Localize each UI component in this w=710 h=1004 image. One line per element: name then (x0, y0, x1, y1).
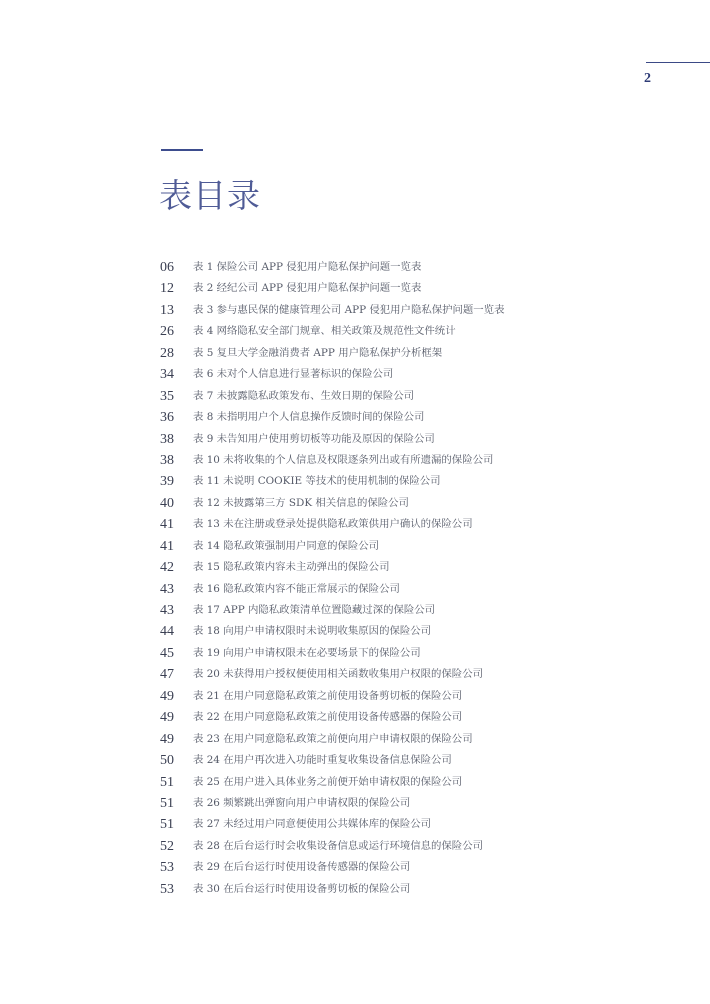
toc-item[interactable] (160, 707, 680, 728)
toc-label: 表 24 在用户再次进入功能时重复收集设备信息保险公司 (193, 754, 452, 767)
toc-label: 表 1 保险公司 APP 侵犯用户隐私保护问题一览表 (193, 261, 422, 273)
toc-page-number: 35 (160, 388, 174, 404)
toc-label: 表 8 未指明用户个人信息操作反馈时间的保险公司 (193, 411, 425, 424)
toc-page-number: 13 (160, 302, 174, 318)
toc-item[interactable] (160, 471, 680, 492)
toc-label: 表 29 在后台运行时使用设备传感器的保险公司 (193, 861, 411, 874)
toc-page-number: 50 (160, 753, 174, 769)
toc-item[interactable] (160, 386, 680, 407)
toc-label: 表 3 参与惠民保的健康管理公司 APP 侵犯用户隐私保护问题一览表 (193, 303, 505, 316)
toc-label: 表 22 在用户同意隐私政策之前使用设备传感器的保险公司 (193, 711, 463, 724)
toc-item[interactable] (160, 536, 680, 557)
toc-page-number: 49 (160, 688, 174, 704)
toc-item[interactable] (160, 300, 680, 321)
toc-page-number: 34 (160, 367, 174, 383)
toc-label: 表 9 未告知用户使用剪切板等功能及原因的保险公司 (193, 432, 435, 445)
toc-item[interactable] (160, 493, 680, 514)
toc-label: 表 11 未说明 COOKIE 等技术的使用机制的保险公司 (193, 475, 441, 488)
toc-label: 表 26 频繁跳出弹窗向用户申请权限的保险公司 (193, 796, 411, 809)
toc-page-number: 42 (160, 560, 174, 576)
toc-page-number: 39 (160, 474, 174, 490)
toc-item[interactable] (160, 750, 680, 771)
toc-page-number: 40 (160, 495, 174, 511)
toc-label: 表 14 隐私政策强制用户同意的保险公司 (193, 539, 380, 552)
toc-label: 表 5 复旦大学金融消费者 APP 用户隐私保护分析框架 (193, 346, 443, 359)
toc-page-number: 41 (160, 517, 174, 533)
toc-item[interactable] (160, 557, 680, 578)
toc-label: 表 27 未经过用户同意便使用公共媒体库的保险公司 (193, 818, 432, 831)
header-rule (646, 62, 710, 63)
toc-item[interactable] (160, 407, 680, 428)
toc-page-number: 38 (160, 431, 174, 447)
toc-item[interactable] (160, 343, 680, 364)
toc-label: 表 25 在用户进入具体业务之前便开始申请权限的保险公司 (193, 775, 463, 788)
toc-page-number: 38 (160, 452, 174, 468)
toc-page-number: 51 (160, 774, 174, 790)
toc-label: 表 16 隐私政策内容不能正常展示的保险公司 (193, 582, 400, 595)
toc-label: 表 30 在后台运行时使用设备剪切板的保险公司 (193, 882, 411, 895)
toc-item[interactable] (160, 686, 680, 707)
toc-page-number: 45 (160, 645, 174, 661)
toc-label: 表 13 未在注册或登录处提供隐私政策供用户确认的保险公司 (193, 518, 473, 531)
toc-page-number: 26 (160, 324, 174, 340)
toc-page-number: 44 (160, 624, 174, 640)
toc-item[interactable] (160, 321, 680, 342)
toc-label: 表 21 在用户同意隐私政策之前使用设备剪切板的保险公司 (193, 689, 463, 702)
toc-label: 表 28 在后台运行时会收集设备信息或运行环境信息的保险公司 (193, 839, 483, 852)
toc-page-number: 36 (160, 410, 174, 426)
toc-label: 表 6 未对个人信息进行显著标识的保险公司 (193, 368, 394, 381)
toc-page-number: 43 (160, 581, 174, 597)
toc-item[interactable] (160, 257, 680, 278)
page-number: 2 (644, 71, 651, 86)
toc-label: 表 19 向用户申请权限未在必要场景下的保险公司 (193, 646, 421, 659)
toc-item[interactable] (160, 664, 680, 685)
toc-item[interactable] (160, 621, 680, 642)
toc-item[interactable] (160, 857, 680, 878)
toc-item[interactable] (160, 579, 680, 600)
toc-item[interactable] (160, 429, 680, 450)
toc-page-number: 49 (160, 731, 174, 747)
toc-label: 表 10 未将收集的个人信息及权限逐条列出或有所遗漏的保险公司 (193, 453, 494, 466)
toc-item[interactable] (160, 836, 680, 857)
toc-page-number: 49 (160, 710, 174, 726)
toc-item[interactable] (160, 364, 680, 385)
toc-page-number: 51 (160, 795, 174, 811)
toc-page-number: 51 (160, 817, 174, 833)
toc-item[interactable] (160, 729, 680, 750)
toc-label: 表 12 未披露第三方 SDK 相关信息的保险公司 (193, 496, 409, 509)
toc-label: 表 4 网络隐私安全部门规章、相关政策及规范性文件统计 (193, 325, 456, 338)
page-title: 表目录 (159, 176, 261, 215)
toc-item[interactable] (160, 643, 680, 664)
toc-item[interactable] (160, 772, 680, 793)
toc-page-number: 52 (160, 838, 174, 854)
toc-item[interactable] (160, 278, 680, 299)
toc-label: 表 23 在用户同意隐私政策之前便向用户申请权限的保险公司 (193, 732, 473, 745)
toc-page-number: 12 (160, 281, 174, 297)
toc-label: 表 20 未获得用户授权便使用相关函数收集用户权限的保险公司 (193, 668, 483, 681)
toc-page-number: 53 (160, 881, 174, 897)
toc-page-number: 43 (160, 603, 174, 618)
toc-item[interactable] (160, 514, 680, 535)
toc-page-number: 47 (160, 667, 174, 683)
toc-label: 表 17 APP 内隐私政策清单位置隐藏过深的保险公司 (193, 604, 436, 616)
table-of-contents-list (160, 257, 680, 900)
toc-label: 表 18 向用户申请权限时未说明收集原因的保险公司 (193, 625, 432, 638)
toc-item[interactable] (160, 450, 680, 471)
toc-page-number: 28 (160, 345, 174, 361)
toc-page-number: 41 (160, 538, 174, 554)
toc-page-number: 53 (160, 860, 174, 876)
toc-label: 表 15 隐私政策内容未主动弹出的保险公司 (193, 561, 390, 574)
toc-label: 表 7 未披露隐私政策发布、生效日期的保险公司 (193, 389, 415, 402)
toc-item[interactable] (160, 793, 680, 814)
title-rule (161, 149, 203, 151)
toc-item[interactable] (160, 814, 680, 835)
toc-label: 表 2 经纪公司 APP 侵犯用户隐私保护问题一览表 (193, 282, 422, 295)
toc-page-number: 06 (160, 260, 174, 275)
toc-item[interactable] (160, 600, 680, 621)
toc-item[interactable] (160, 879, 680, 900)
